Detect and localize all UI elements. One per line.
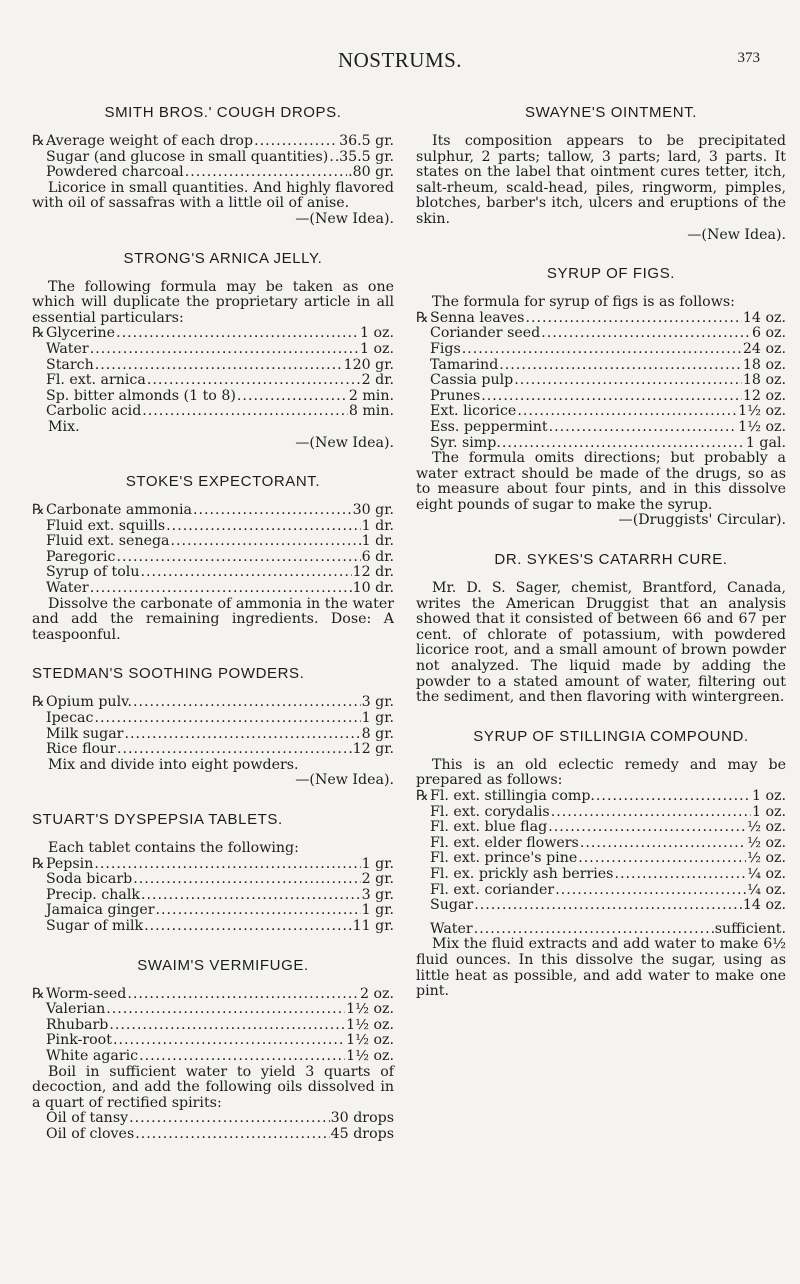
recipe-source: —(New Idea).: [295, 772, 394, 789]
ingredient-amount: 1½ oz.: [346, 1001, 394, 1018]
ingredient-amount: 1½ oz.: [738, 418, 786, 435]
leader-dots: [596, 789, 751, 805]
section-gap: [32, 935, 394, 957]
ingredient-row: [416, 311, 786, 327]
leader-dots: [95, 358, 343, 374]
section-gap: [416, 529, 786, 551]
ingredient-amount: 35.5 gr.: [339, 148, 394, 165]
ingredient-row: [32, 903, 394, 919]
recipe-title: SWAIM'S VERMIFUGE.: [137, 956, 309, 974]
leader-dots: [474, 898, 742, 914]
ingredient-row: [32, 711, 394, 727]
ingredient-name: Fl. ext. blue flag: [430, 819, 548, 836]
ingredient-amount: 1 oz.: [359, 340, 394, 357]
recipe-intro: Mr. D. S. Sager, chemist, Brantford, Canada, writes the American Druggist that an analysis showed that it consisted of between 66 and 67 per cent. of chlorate of potassium, with powdered licorice root, and a small amount of brown powder not analyzed. The liquid made by adding the powder to a stated amount of water, filtering out the sediment, and then flavoring with wintergreen.: [416, 580, 786, 706]
ingredient-name: White agaric: [46, 1047, 139, 1064]
recipe-strong-s-arnica-jelly: [32, 250, 394, 452]
recipe-swaim-s-vermifuge: [32, 957, 394, 1143]
leader-dots: [525, 311, 741, 327]
ingredient-name: Coriander seed: [430, 325, 541, 342]
ingredient-amount: 1 gal.: [745, 434, 786, 451]
ingredient-amount: 6 oz.: [751, 325, 786, 342]
leader-dots: [144, 919, 351, 935]
recipe-intro: Its composition appears to be precipitated sulphur, 2 parts; tallow, 3 parts; lard, 3 parts. It states on the label that ointment cures tetter, itch, salt-rheum, scald-head, piles, ringworm, pimples, blotches, barber's itch, ulcers and eruptions of the skin.: [416, 133, 786, 227]
ingredient-row: [32, 150, 394, 166]
leader-dots: [502, 436, 745, 452]
ingredient-row: [416, 358, 786, 374]
ingredient-row: [32, 742, 394, 758]
ingredient-name: Soda bicarb: [46, 871, 133, 888]
leader-dots: [555, 883, 746, 899]
ingredient-amount: 120 gr.: [343, 356, 394, 373]
ingredient-row: [416, 373, 786, 389]
ingredient-name: ℞ Pepsin: [32, 857, 93, 873]
recipe-title: STUART'S DYSPEPSIA TABLETS.: [32, 811, 283, 828]
ingredient-row: [416, 883, 786, 899]
ingredient-row: [416, 867, 786, 883]
ingredient-name: Precip. chalk: [46, 886, 140, 903]
ingredient-row: [32, 919, 394, 935]
ingredient-list: [32, 987, 394, 1065]
ingredient-row: [416, 404, 786, 420]
page-number: 373: [737, 50, 760, 66]
ingredient-name: ℞ Senna leaves: [416, 311, 524, 327]
ingredient-row: [32, 695, 394, 711]
recipe-intro: Each tablet contains the following:: [48, 840, 299, 856]
ingredient-row: [32, 565, 394, 581]
ingredient-name: Paregoric: [46, 548, 116, 565]
ingredient-name: Carbolic acid: [46, 403, 142, 420]
leader-dots: [90, 342, 359, 358]
recipe-directions: Mix.: [48, 418, 80, 435]
ingredient-amount: 45 drops: [330, 1125, 394, 1142]
ingredient-row: [32, 987, 394, 1003]
leader-dots: [514, 373, 742, 389]
ingredient-amount: 12 dr.: [352, 564, 394, 581]
running-head: NOSTRUMS.: [337, 48, 463, 72]
ingredient-name: Rice flour: [46, 741, 116, 758]
ingredient-amount: 3 gr.: [361, 694, 394, 711]
ingredient-name: Pink-root: [46, 1032, 112, 1049]
ingredient-amount: ½ oz.: [747, 850, 786, 867]
section-gap: [416, 706, 786, 728]
ingredient-row: [32, 1018, 394, 1034]
ingredient-name: Sugar of milk: [46, 917, 144, 934]
ingredient-name: Syrup of tolu: [46, 564, 140, 581]
ingredient-row: [32, 342, 394, 358]
ingredient-name: Valerian: [46, 1001, 106, 1018]
ingredient-name: Water: [46, 340, 89, 357]
ingredient-name: Starch: [46, 356, 94, 373]
ingredient-row: [32, 872, 394, 888]
leader-dots: [185, 165, 347, 181]
recipe-title: SWAYNE'S OINTMENT.: [524, 104, 697, 121]
ingredient-row: [416, 389, 786, 405]
ingredient-row: [32, 581, 394, 597]
ingredient-row: [32, 134, 394, 150]
recipe-source: —(New Idea).: [687, 226, 786, 243]
ingredient-row: [32, 1002, 394, 1018]
ingredient-amount: 18 oz.: [742, 356, 786, 373]
ingredient-row: [32, 550, 394, 566]
recipe-syrup-of-stillingia-compound: [416, 728, 786, 1000]
ingredient-name: Cassia pulp: [430, 372, 514, 389]
leader-dots: [139, 1049, 345, 1065]
section-gap: [416, 243, 786, 265]
ingredient-amount: 1 gr.: [361, 855, 394, 872]
ingredient-name: ℞ Opium pulv.: [32, 695, 132, 711]
ingredient-name: ℞ Carbonate ammonia: [32, 503, 192, 519]
section-gap: [32, 643, 394, 665]
leader-dots: [166, 519, 360, 535]
recipe-title: STEDMAN'S SOOTHING POWDERS.: [32, 665, 305, 683]
ingredient-name: ℞ Worm-seed: [32, 987, 126, 1003]
recipe-intro: The formula for syrup of figs is as follows:: [432, 294, 735, 311]
leader-dots: [474, 922, 714, 938]
ingredient-row: [32, 888, 394, 904]
ingredient-amount: .80 gr.: [348, 164, 394, 181]
ingredient-name: Ess. peppermint: [430, 418, 548, 435]
ingredient-amount: 1 oz.: [751, 788, 786, 804]
leader-dots: [548, 820, 746, 836]
ingredient-list: [416, 311, 786, 451]
ingredient-row: [416, 789, 786, 805]
recipe-title: DR. SYKES'S CATARRH CURE.: [494, 551, 728, 569]
ingredient-name: Oil of cloves: [46, 1125, 135, 1142]
ingredient-name: Fl. ext. corydalis: [430, 803, 550, 820]
ingredient-amount: 1½ oz.: [738, 403, 786, 420]
leader-dots: [142, 404, 348, 420]
leader-dots: [117, 742, 352, 758]
leader-dots: [551, 805, 751, 821]
ingredient-list: [32, 695, 394, 757]
ingredient-row: [32, 165, 394, 181]
leader-dots: [127, 987, 359, 1003]
ingredient-amount: ¼ oz.: [747, 881, 786, 898]
ingredient-amount: ½ oz.: [747, 819, 786, 836]
ingredient-name: ℞ Fl. ext. stillingia comp.: [416, 789, 595, 805]
recipe-directions: Boil in sufficient water to yield 3 quarts of decoction, and add the following oils dissolved in a quart of rectified spirits:: [32, 1063, 394, 1111]
leader-dots: [614, 867, 746, 883]
recipe-directions: Mix and divide into eight powders.: [48, 756, 299, 773]
leader-dots: [541, 326, 751, 342]
page-header: [0, 48, 800, 74]
ingredient-amount: 8 gr.: [361, 725, 394, 742]
ingredient-amount: 6 dr.: [361, 548, 394, 565]
ingredient-name: ℞ Average weight of each drop: [32, 134, 253, 150]
ingredient-row: [416, 805, 786, 821]
ingredient-row: [416, 898, 786, 914]
ingredient-name: Milk sugar: [46, 725, 124, 742]
ingredient-name: Figs: [430, 340, 461, 357]
recipe-directions: Licorice in small quantities. And highly flavored with oil of sassafras with a little oil of anise.: [32, 179, 394, 212]
ingredient-amount: 1 gr.: [361, 710, 394, 727]
ingredient-row: [416, 436, 786, 452]
ingredient-amount: 1 oz.: [751, 803, 786, 820]
ingredient-name: Sugar: [430, 897, 474, 914]
ingredient-name: Water: [46, 580, 89, 597]
right-column: [416, 104, 786, 1000]
ingredient-row: [416, 922, 786, 938]
ingredient-name: ℞ Glycerine: [32, 326, 115, 342]
ingredient-amount: 12 gr.: [352, 741, 394, 758]
leader-dots: [94, 857, 360, 873]
ingredient-row: [416, 420, 786, 436]
ingredient-name: Sp. bitter almonds (1 to 8): [46, 387, 236, 404]
leader-dots: [94, 711, 360, 727]
ingredient-amount: 1 dr.: [361, 517, 394, 534]
ingredient-row: [32, 727, 394, 743]
leader-dots: [329, 150, 338, 166]
leader-dots: [171, 534, 361, 550]
ingredient-name: Water: [430, 920, 473, 937]
ingredient-row: [32, 326, 394, 342]
ingredient-amount: 30 drops: [330, 1110, 394, 1127]
ingredient-name: Prunes: [430, 387, 481, 404]
leader-dots: [147, 373, 361, 389]
recipe-title: SYRUP OF FIGS.: [546, 265, 676, 283]
leader-dots: [109, 1018, 345, 1034]
recipe-source: —(New Idea).: [295, 434, 394, 451]
recipe-title: STOKE'S EXPECTORANT.: [125, 473, 321, 491]
leader-dots: [113, 1033, 345, 1049]
left-column: [32, 104, 394, 1143]
section-gap: [32, 789, 394, 811]
ingredient-amount: 1½ oz.: [346, 1016, 394, 1033]
ingredient-list-extra: [416, 922, 786, 938]
ingredient-name: Rhubarb: [46, 1016, 109, 1033]
leader-dots: [517, 404, 737, 420]
ingredient-name: Fluid ext. senega: [46, 533, 170, 550]
ingredient-list: [32, 857, 394, 935]
ingredient-list-extra: [32, 1111, 394, 1142]
leader-dots: [133, 695, 361, 711]
leader-dots: [193, 503, 352, 519]
ingredient-row: [416, 342, 786, 358]
recipe-title: SMITH BROS.' COUGH DROPS.: [104, 104, 342, 121]
recipe-stuart-s-dyspepsia-tablets: [32, 811, 394, 935]
leader-dots: [549, 420, 738, 436]
ingredient-name: Ext. licorice: [430, 403, 517, 420]
leader-dots: [254, 134, 338, 150]
recipe-title: STRONG'S ARNICA JELLY.: [123, 249, 323, 267]
ingredient-amount: 2 min.: [348, 387, 394, 404]
ingredient-name: Sugar (and glucose in small quantities): [46, 148, 329, 165]
ingredient-amount: 12 oz.: [742, 387, 786, 404]
recipe-smith-bros-cough-drops: [32, 104, 394, 228]
ingredient-amount: 1 gr.: [361, 902, 394, 919]
recipe-intro: This is an old eclectic remedy and may be prepared as follows:: [416, 756, 786, 789]
recipe-stoke-s-expectorant: [32, 473, 394, 643]
ingredient-list: [416, 789, 786, 914]
leader-dots: [116, 326, 359, 342]
ingredient-name: Syr. simp.: [430, 434, 501, 451]
ingredient-row: [32, 1033, 394, 1049]
leader-dots: [106, 1002, 345, 1018]
recipe-intro: The following formula may be taken as one which will duplicate the proprietary article in all essential particulars:: [32, 278, 394, 326]
ingredient-name: Fl. ex. prickly ash berries: [430, 865, 614, 882]
ingredient-amount: 8 min.: [348, 403, 394, 420]
leader-dots: [462, 342, 742, 358]
recipe-dr-sykes-s-catarrh-cure: [416, 551, 786, 706]
ingredient-amount: 2 dr.: [361, 372, 394, 389]
leader-dots: [481, 389, 742, 405]
leader-dots: [90, 581, 352, 597]
ingredient-name: Fluid ext. squills: [46, 517, 166, 534]
leader-dots: [133, 872, 360, 888]
leader-dots: [124, 727, 360, 743]
recipe-stedman-s-soothing-powders: [32, 665, 394, 789]
ingredient-name: Fl. ext. prince's pine: [430, 850, 578, 867]
ingredient-row: [32, 857, 394, 873]
ingredient-row: [32, 358, 394, 374]
ingredient-amount: 1 oz.: [359, 325, 394, 342]
ingredient-list: [32, 134, 394, 181]
recipe-swayne-s-ointment: [416, 104, 786, 243]
recipe-source: —(Druggists' Circular).: [618, 512, 786, 529]
ingredient-amount: 2 gr.: [361, 871, 394, 888]
ingredient-name: Tamarind: [430, 356, 499, 373]
recipe-syrup-of-figs: [416, 265, 786, 529]
ingredient-row: [32, 1127, 394, 1143]
ingredient-row: [416, 326, 786, 342]
leader-dots: [129, 1111, 330, 1127]
leader-dots: [499, 358, 742, 374]
ingredient-amount: 18 oz.: [742, 372, 786, 389]
ingredient-amount: 1 dr.: [361, 533, 394, 550]
ingredient-row: [32, 373, 394, 389]
ingredient-amount: 11 gr.: [352, 917, 394, 934]
ingredient-name: Fl. ext. elder flowers: [430, 834, 579, 851]
ingredient-amount: 3 gr.: [361, 886, 394, 903]
ingredient-amount: 2 oz.: [359, 985, 394, 1002]
ingredient-name: Jamaica ginger: [46, 902, 155, 919]
ingredient-amount: 1½ oz.: [346, 1032, 394, 1049]
leader-dots: [237, 389, 348, 405]
ingredient-name: Fl. ext. arnica: [46, 372, 146, 389]
ingredient-amount: ½ oz.: [747, 834, 786, 851]
ingredient-list: [32, 503, 394, 597]
ingredient-name: Oil of tansy: [46, 1110, 129, 1127]
recipe-directions: The formula omits directions; but probably a water extract should be made of the drugs, so as to measure about four pints, and in this dissolve eight pounds of sugar to make the syrup.: [416, 450, 786, 513]
leader-dots: [116, 550, 360, 566]
recipe-directions: Mix the fluid extracts and add water to make 6½ fluid ounces. In this dissolve the sugar, using as little heat as possible, and add water to make one pint.: [416, 936, 786, 1000]
ingredient-row: [32, 1049, 394, 1065]
leader-dots: [580, 836, 746, 852]
ingredient-amount: 30 gr.: [352, 502, 394, 519]
ingredient-row: [32, 389, 394, 405]
ingredient-name: Ipecac: [46, 710, 94, 727]
section-gap: [32, 228, 394, 250]
ingredient-row: [416, 836, 786, 852]
leader-dots: [578, 851, 746, 867]
ingredient-amount: 14 oz.: [742, 309, 786, 326]
ingredient-list: [32, 326, 394, 420]
ingredient-amount: 36.5 gr.: [339, 133, 394, 149]
ingredient-amount: 10 dr.: [352, 580, 394, 597]
ingredient-amount: sufficient.: [714, 920, 786, 937]
leader-dots: [140, 565, 351, 581]
ingredient-row: [32, 503, 394, 519]
ingredient-row: [416, 851, 786, 867]
ingredient-row: [32, 404, 394, 420]
ingredient-amount: 24 oz.: [742, 340, 786, 357]
ingredient-amount: 14 oz.: [742, 897, 786, 914]
ingredient-name: Fl. ext. coriander: [430, 881, 555, 898]
leader-dots: [156, 903, 361, 919]
leader-dots: [135, 1127, 329, 1143]
recipe-title: SYRUP OF STILLINGIA COMPOUND.: [473, 727, 749, 745]
ingredient-amount: ¼ oz.: [747, 865, 786, 882]
recipe-source: —(New Idea).: [295, 210, 394, 227]
recipe-directions: Dissolve the carbonate of ammonia in the water and add the remaining ingredients. Dose: A teaspoonful.: [32, 595, 394, 643]
ingredient-row: [416, 820, 786, 836]
leader-dots: [141, 888, 361, 904]
ingredient-amount: 1½ oz.: [346, 1047, 394, 1064]
ingredient-row: [32, 1111, 394, 1127]
ingredient-name: Powdered charcoal: [46, 164, 184, 181]
ingredient-row: [32, 534, 394, 550]
ingredient-row: [32, 519, 394, 535]
section-gap: [32, 451, 394, 473]
